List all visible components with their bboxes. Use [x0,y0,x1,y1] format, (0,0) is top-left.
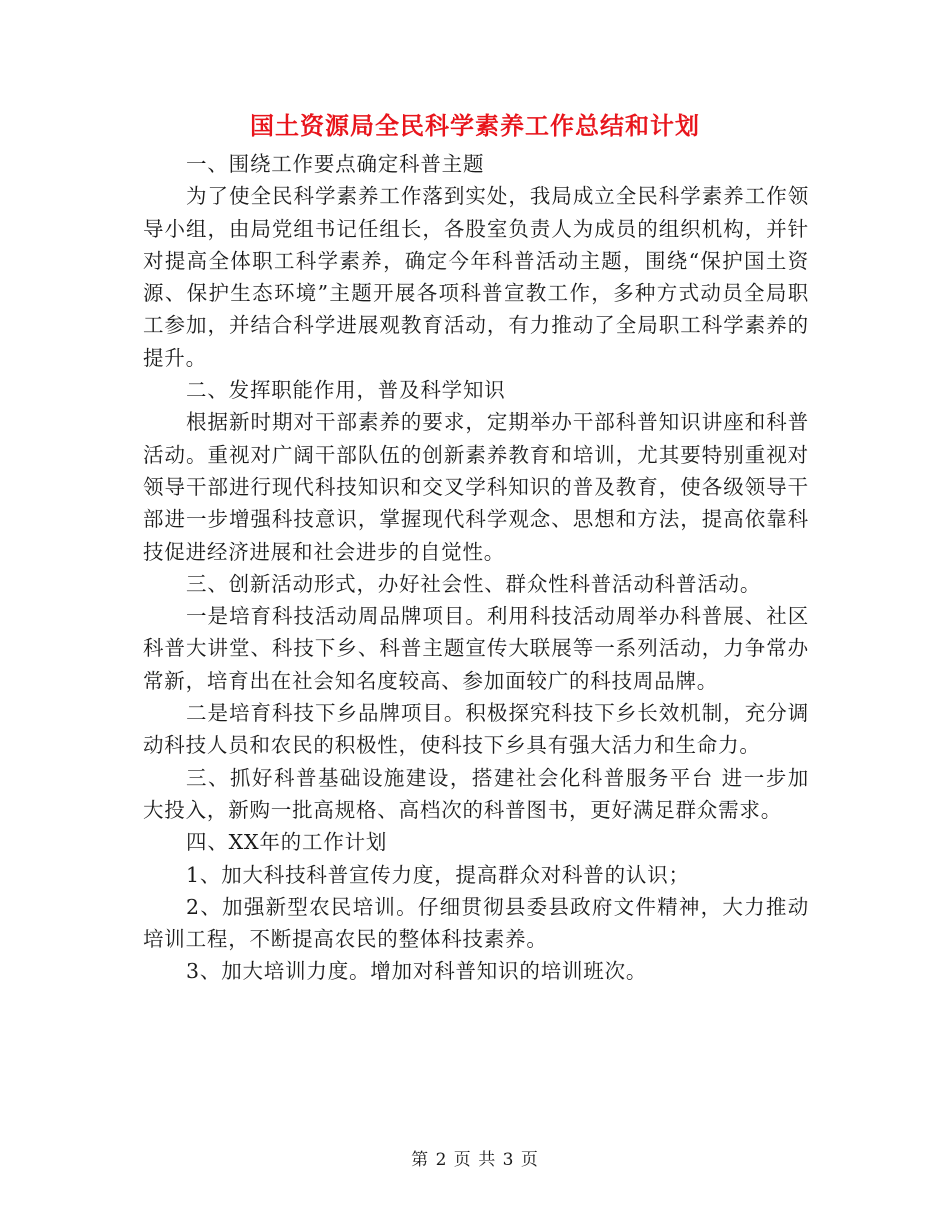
paragraph-2: 根据新时期对干部素养的要求，定期举办干部科普知识讲座和科普活动。重视对广阔干部队伍的创新素养教育和培训，尤其要特别重视对领导干部进行现代科技知识和交叉学科知识的普及教育，使各级领导干部进一步增强科技意识，掌握现代科学观念、思想和方法，提高依靠科技促进经济进展和社会进步的自觉性。 [143,410,809,564]
section-heading-3: 三、创新活动形式，办好社会性、群众性科普活动科普活动。 [186,571,762,596]
paragraph-3b: 二是培育科技下乡品牌项目。积极探究科技下乡长效机制，充分调动科技人员和农民的积极性，使科技下乡具有强大活力和生命力。 [143,701,809,758]
plan-item-1: 1、加大科技科普宣传力度，提高群众对科普的认识； [186,862,690,887]
section-heading-2: 二、发挥职能作用，普及科学知识 [186,378,506,403]
plan-item-3: 3、加大培训力度。增加对科普知识的培训班次。 [186,959,648,984]
plan-item-2: 2、加强新型农民培训。仔细贯彻县委县政府文件精神，大力推动培训工程，不断提高农民的整体科技素养。 [143,894,809,952]
section-heading-1: 一、围绕工作要点确定科普主题 [186,152,485,176]
paragraph-3c: 三、抓好科普基础设施建设，搭建社会化科普服务平台 进一步加大投入，新购一批高规格、高档次的科普图书，更好满足群众需求。 [143,765,809,822]
paragraph-3a: 一是培育科技活动周品牌项目。利用科技活动周举办科普展、社区科普大讲堂、科技下乡、科普主题宣传大联展等一系列活动，力争常办常新，培育出在社会知名度较高、参加面较广的科技周品牌。 [143,604,809,693]
paragraph-1: 为了使全民科学素养工作落到实处，我局成立全民科学素养工作领导小组，由局党组书记任组长，各股室负责人为成员的组织机构，并针对提高全体职工科学素养，确定今年科普活动主题，围绕“保护国土资源、保护生态环境”主题开展各项科普宣教工作，多种方式动员全局职工参加，并结合科学进展观教育活动，有力推动了全局职工科学素养的提升。 [143,184,809,370]
section-heading-4: 四、XX年的工作计划 [186,830,388,855]
document-body [143,148,809,988]
page-number-footer: 第 2 页 共 3 页 [411,1150,539,1170]
document-title: 国土资源局全民科学素养工作总结和计划 [250,111,700,140]
